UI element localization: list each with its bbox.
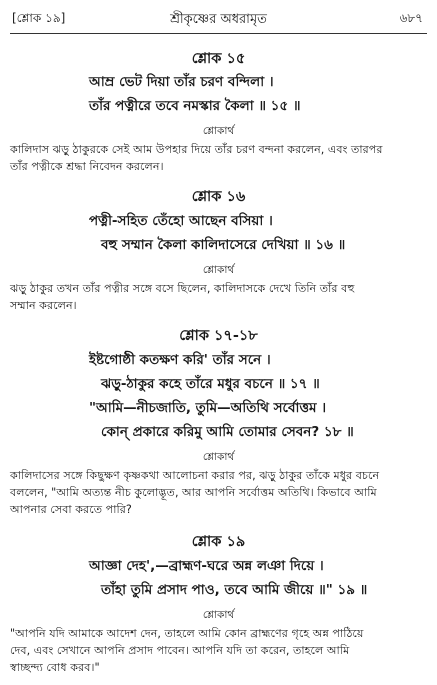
verse-line: আজ্ঞা দেহ',—ব্রাহ্মণ-ঘরে অন্ন লঞা দিয়ে ।	[89, 558, 324, 574]
translation-line: ঝড়ু ঠাকুর তখন তাঁর পত্নীর সঙ্গে বসে ছিলেন, কালিদাসকে দেখে তিনি তাঁর বহু	[10, 282, 355, 295]
verse-line: ইষ্টগোষ্ঠী কতক্ষণ করি' তাঁর সনে ।	[89, 352, 271, 368]
running-header-title: শ্রীকৃষ্ণের অধরামৃত	[170, 12, 267, 27]
translation-label: শ্লোকার্থ	[202, 609, 235, 621]
translation-line: আপনার সেবা করতে পারি?	[10, 503, 132, 516]
translation-label: শ্লোকার্থ	[202, 125, 235, 137]
verse-line: কোন্ প্রকারে করিমু আমি তোমার সেবন? ১৮ ॥	[101, 424, 354, 440]
verse-line: পত্নী-সহিত তেঁহো আছেন বসিয়া ।	[89, 213, 273, 229]
verse-line: তাঁর পত্নীরে তবে নমস্কার কৈলা ॥ ১৫ ॥	[89, 98, 301, 114]
translation-line: কালিদাসের সঙ্গে কিছুক্ষণ কৃষ্ণকথা আলোচনা করার পর, ঝড়ু ঠাকুর তাঁকে মধুর বচনে	[10, 469, 380, 482]
page-number: ৬৮৭	[399, 11, 423, 25]
translation-label: শ্লোকার্থ	[202, 264, 235, 276]
verse-heading: শ্লোক ১৫	[191, 51, 246, 67]
translation-line: দেব, এবং সেখানে আপনি প্রসাদ পাবেন। আপনি যদি তা করেন, তাহলে আমি	[10, 644, 350, 657]
verse-heading: শ্লোক ১৯	[191, 534, 246, 550]
translation-line: বললেন, "আমি অত্যন্ত নীচ কুলোদ্ভূত, আর আপনি সর্বোত্তম অতিথি। কিভাবে আমি	[10, 486, 377, 499]
translation-line: তাঁর পত্নীকে শ্রদ্ধা নিবেদন করলেন।	[10, 160, 164, 173]
translation-line: সম্মান করলেন।	[10, 299, 77, 312]
verse-line: আম্র ভেট দিয়া তাঁর চরণ বন্দিলা ।	[89, 74, 274, 90]
translation-label: শ্লোকার্থ	[202, 451, 235, 463]
verse-line: বহু সম্মান কৈলা কালিদাসেরে দেখিয়া ॥ ১৬ ॥	[101, 237, 346, 253]
translation-line: কালিদাস ঝড়ু ঠাকুরকে সেই আম উপহার দিয়ে তাঁর চরণ বন্দনা করলেন, এবং তারপর	[10, 143, 383, 156]
verse-line: "আমি—নীচজাতি, তুমি—অতিথি সর্বোত্তম ।	[89, 400, 327, 416]
verse-line: ঝড়ু-ঠাকুর কহে তাঁরে মধুর বচনে ॥ ১৭ ॥	[101, 376, 320, 392]
translation-line: স্বাচ্ছন্দ্য বোধ করব।"	[10, 661, 100, 674]
translation-line: "আপনি যদি আমাকে আদেশ দেন, তাহলে আমি কোন ব্রাহ্মণের গৃহে অন্ন পাঠিয়ে	[10, 627, 364, 640]
header-rule	[10, 33, 427, 34]
verse-line: তাঁহা তুমি প্রসাদ পাও, তবে আমি জীয়ে ॥" ১৯ ॥	[101, 582, 368, 598]
verse-heading: শ্লোক ১৬	[191, 189, 246, 205]
running-header-verse-ref: [শ্লোক ১৯]	[12, 11, 66, 25]
verse-heading: শ্লোক ১৭-১৮	[179, 328, 258, 344]
